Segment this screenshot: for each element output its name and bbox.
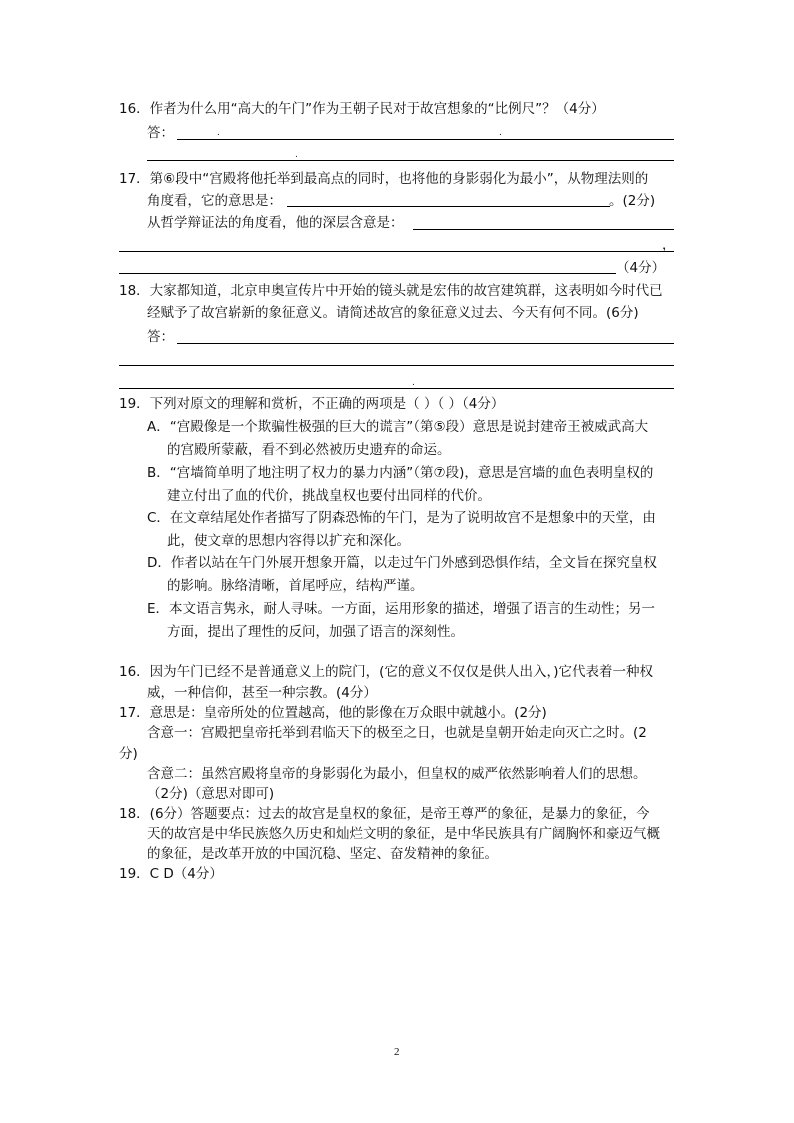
answer-17-meaning1-cont: 分): [119, 746, 138, 762]
answer-line: [147, 160, 674, 161]
stray-dot: .: [412, 378, 415, 388]
answer-line: [119, 273, 616, 274]
stray-dot: .: [295, 150, 298, 160]
answer-line: [119, 388, 674, 389]
answer-17-meaning2: 含意二：虽然宫殿将皇帝的身影弱化为最小，但皇权的威严依然影响着人们的思想。: [147, 766, 647, 782]
answer-line: [119, 251, 674, 252]
option-e: E．本文语言隽永，耐人寻味。一方面，运用形象的描述，增强了语言的生动性；另一: [147, 601, 656, 617]
answer-17-meaning1: 含意一：宫殿把皇帝托举到君临天下的极至之日，也就是皇朝开始走向灭亡之时。(2: [147, 725, 647, 741]
answer-line: [177, 343, 674, 344]
answer-label: 答：: [147, 329, 174, 345]
page-number: 2: [394, 1046, 400, 1058]
question-18: 18．大家都知道，北京申奥宣传片中开始的镜头就是宏伟的故宫建筑群，这表明如今时代已: [119, 283, 663, 299]
question-19: 19．下列对原文的理解和赏析，不正确的两项是（ ）（ ）（4分）: [119, 396, 505, 412]
stray-dot: .: [499, 128, 502, 138]
answer-18-cont: 天的故宫是中华民族悠久历史和灿烂文明的象征，是中华民族具有广阔胸怀和豪迈气概: [147, 826, 660, 842]
answer-label: 答：: [147, 125, 174, 141]
answer-16-cont: 威，一种信仰，甚至一种宗教。(4分）: [147, 685, 377, 701]
answer-line: [177, 139, 674, 140]
answer-19: 19．C D（4分）: [119, 866, 223, 882]
answer-line: [413, 229, 674, 230]
option-c-cont: 此，使文章的思想内容得以扩充和深化。: [167, 533, 410, 549]
answer-17-meaning2-cont: （2分)（意思对即可): [147, 786, 275, 802]
option-c: C．在文章结尾处作者描写了阴森恐怖的午门，是为了说明故宫不是想象中的天堂，由: [147, 510, 656, 526]
question-18-line2: 经赋予了故宫崭新的象征意义。请简述故宫的象征意义过去、今天有何不同。(6分): [147, 305, 639, 321]
option-a-cont: 的宫殿所蒙蔽，看不到必然被历史遗弃的命运。: [167, 442, 451, 458]
answer-16: 16．因为午门已经不是普通意义上的院门，(它的意义不仅仅是供人出入，)它代表着一种权: [119, 664, 653, 680]
answer-18-cont2: 的象征，是改革开放的中国沉稳、坚定、奋发精神的象征。: [147, 846, 498, 862]
option-b-cont: 建立付出了血的代价，挑战皇权也要付出同样的代价。: [167, 488, 491, 504]
option-d-cont: 的影响。脉络清晰，首尾呼应，结构严谨。: [167, 578, 424, 594]
answer-line: [119, 365, 674, 366]
stray-dot: .: [217, 128, 220, 138]
stray-comma: ，: [662, 237, 676, 253]
question-17-line2: 角度看，它的意思是：: [147, 193, 282, 209]
answer-18: 18．(6分）答题要点：过去的故宫是皇权的象征，是帝王尊严的象征，是暴力的象征，今: [119, 806, 650, 822]
question-17-score2: （4分）: [616, 260, 666, 276]
option-d: D．作者以站在午门外展开想象开篇，以走过午门外感到恐惧作结，全文旨在探究皇权: [147, 555, 657, 571]
question-17-score: 。(2分): [609, 193, 656, 209]
answer-line: [287, 206, 610, 207]
answer-17: 17．意思是：皇帝所处的位置越高，他的影像在万众眼中就越小。(2分): [119, 705, 547, 721]
option-e-cont: 方面，提出了理性的反问，加强了语言的深刻性。: [167, 624, 464, 640]
question-16: 16．作者为什么用“高大的午门”作为王朝子民对于故宫想象的“比例尺”？（4分）: [119, 101, 605, 117]
option-a: A．“宫殿像是一个欺骗性极强的巨大的谎言”（第⑤段）意思是说封建帝王被威武高大: [147, 419, 649, 435]
option-b: B．“宫墙简单明了地注明了权力的暴力内涵”（第⑦段)，意思是宫墙的血色表明皇权的: [147, 465, 654, 481]
question-17-line3: 从哲学辩证法的角度看，他的深层含意是：: [147, 215, 404, 231]
question-17: 17．第⑥段中“宫殿将他托举到最高点的同时，也将他的身影弱化为最小”，从物理法则的: [119, 171, 649, 187]
